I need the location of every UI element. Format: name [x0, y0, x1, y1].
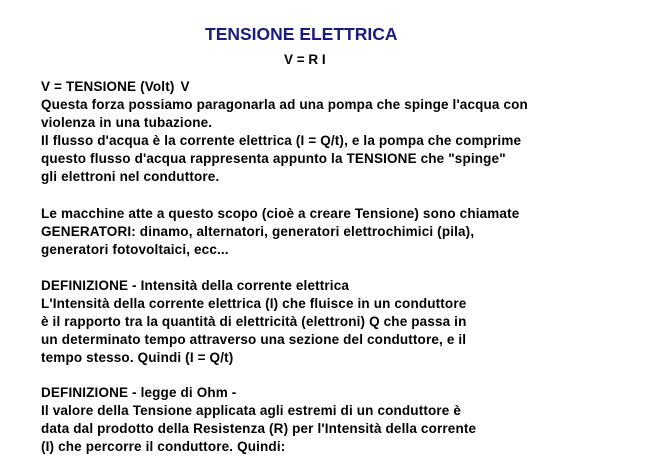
ohm-formula: V = R I	[284, 52, 326, 67]
page-title: TENSIONE ELETTRICA	[205, 24, 398, 44]
tension-heading-text: V = TENSIONE (Volt)	[41, 79, 175, 94]
current-definition-heading: DEFINIZIONE - Intensità della corrente elettrica	[41, 278, 350, 293]
paragraph-line: Il flusso d'acqua è la corrente elettrica (I = Q/t), e la pompa che comprime	[41, 133, 522, 148]
paragraph-line: Il valore della Tensione applicata agli estremi di un conduttore è	[41, 403, 462, 418]
paragraph-line: gli elettroni nel conduttore.	[41, 169, 220, 184]
ohm-definition-heading: DEFINIZIONE - legge di Ohm -	[41, 385, 237, 400]
paragraph-line: Questa forza possiamo paragonarla ad una pompa che spinge l'acqua con	[41, 97, 528, 112]
paragraph-line: questo flusso d'acqua rappresenta appunto la TENSIONE che "spinge"	[41, 151, 506, 166]
paragraph-line: GENERATORI: dinamo, alternatori, generatori elettrochimici (pila),	[41, 224, 475, 239]
paragraph-line: tempo stesso. Quindi (I = Q/t)	[41, 350, 234, 365]
paragraph-line: L'Intensità della corrente elettrica (I) che fluisce in un conduttore	[41, 296, 467, 311]
paragraph-line: generatori fotovoltaici, ecc...	[41, 242, 229, 257]
paragraph-line: (I) che percorre il conduttore. Quindi:	[41, 439, 286, 454]
paragraph-line: violenza in una tubazione.	[41, 115, 213, 130]
paragraph-line: è il rapporto tra la quantità di elettricità (elettroni) Q che passa in	[41, 314, 467, 329]
paragraph-line: data dal prodotto della Resistenza (R) per l'Intensità della corrente	[41, 421, 477, 436]
paragraph-line: Le macchine atte a questo scopo (cioè a creare Tensione) sono chiamate	[41, 206, 520, 221]
tension-heading	[41, 79, 190, 94]
tension-symbol: V	[180, 79, 190, 94]
paragraph-line: un determinato tempo attraverso una sezione del conduttore, e il	[41, 332, 467, 347]
